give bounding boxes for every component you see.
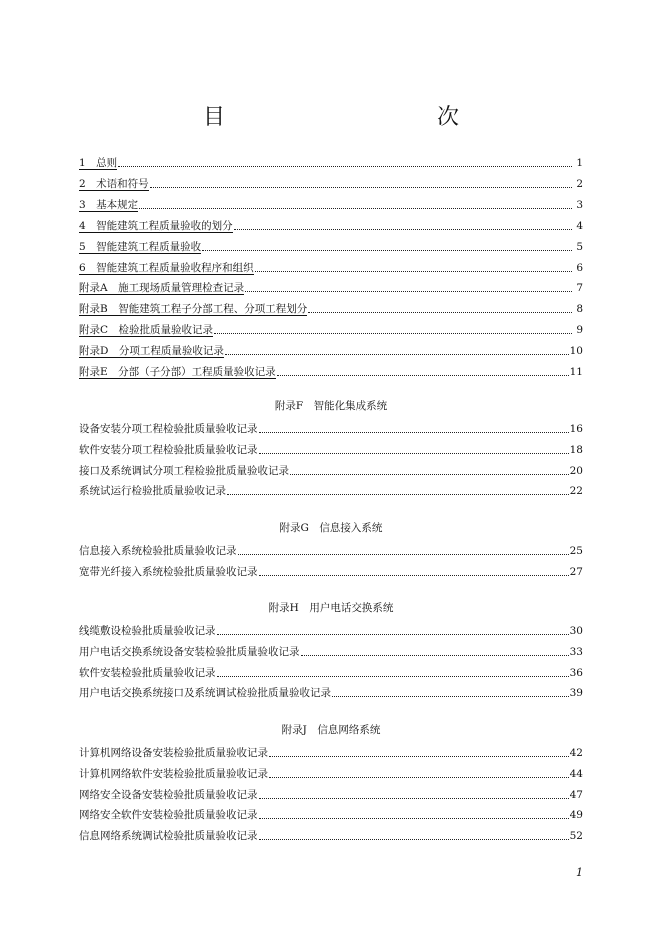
appendix-heading: 附录H 用户电话交换系统 (268, 602, 394, 614)
toc-entry-label: 用户电话交换系统接口及系统调试检验批质量验收记录 (79, 687, 331, 700)
toc-entry[interactable] (79, 664, 583, 680)
toc-entry-page: 22 (569, 485, 583, 498)
toc-entry[interactable] (79, 217, 583, 233)
toc-entry-label: 5 智能建筑工程质量验收 (79, 240, 202, 253)
toc-entry-label: 软件安装检验批质量验收记录 (79, 666, 216, 679)
toc-entry[interactable] (79, 321, 583, 337)
toc-entry[interactable] (79, 154, 583, 170)
page-number: 1 (576, 866, 583, 879)
toc-entry-page: 25 (569, 545, 583, 557)
dot-leader (259, 574, 569, 576)
toc-entry[interactable] (79, 279, 583, 295)
toc-entry-page: 39 (569, 687, 583, 700)
dot-leader (259, 431, 569, 433)
page-title: 目 次 (202, 105, 515, 130)
toc-entry-page: 42 (569, 747, 583, 759)
dot-leader (290, 473, 569, 475)
toc-entry-page: 44 (569, 767, 583, 780)
toc-entry-label: 线缆敷设检验批质量验收记录 (79, 625, 216, 637)
toc-entry-page: 4 (576, 219, 583, 232)
dot-leader (301, 654, 569, 656)
appendix-heading: 附录G 信息接入系统 (279, 522, 383, 534)
toc-entry-label: 6 智能建筑工程质量验收程序和组织 (79, 261, 254, 274)
toc-entry-label: 信息接入系统检验批质量验收记录 (79, 545, 237, 557)
appendix-heading: 附录F 智能化集成系统 (274, 400, 388, 412)
dot-leader (217, 675, 569, 677)
toc-entry-label: 4 智能建筑工程质量验收的划分 (79, 219, 233, 232)
dot-leader (202, 249, 572, 251)
toc-entry-page: 20 (569, 464, 583, 477)
toc-entry[interactable] (79, 622, 583, 638)
toc-entry-label: 3 基本规定 (79, 198, 139, 211)
toc-entry[interactable] (79, 563, 583, 579)
toc-entry[interactable] (79, 827, 583, 843)
toc-entry-label: 用户电话交换系统设备安装检验批质量验收记录 (79, 645, 300, 658)
dot-leader (234, 228, 572, 230)
dot-leader (217, 633, 569, 635)
toc-entry-page: 47 (569, 788, 583, 801)
toc-entry[interactable] (79, 196, 583, 212)
toc-entry-label: 计算机网络设备安装检验批质量验收记录 (79, 747, 268, 759)
toc-entry[interactable] (79, 300, 583, 316)
dot-leader (214, 332, 572, 334)
toc-entry[interactable] (79, 684, 583, 700)
dot-leader (332, 695, 569, 697)
dot-leader (255, 270, 572, 272)
toc-entry-page: 16 (569, 423, 583, 435)
toc-entry-label: 网络安全软件安装检验批质量验收记录 (79, 809, 258, 822)
toc-entry-label: 附录D 分项工程质量验收记录 (79, 345, 224, 358)
toc-entry-label: 系统试运行检验批质量验收记录 (79, 485, 226, 498)
toc-entry-label: 2 术语和符号 (79, 177, 149, 190)
toc-entry-label: 附录B 智能建筑工程子分部工程、分项工程划分 (79, 303, 308, 316)
toc-entry-label: 附录A 施工现场质量管理检查记录 (79, 282, 245, 295)
dot-leader (227, 493, 569, 495)
dot-leader (308, 311, 572, 313)
toc-entry-label: 附录C 检验批质量验收记录 (79, 324, 214, 337)
toc-entry-label: 宽带光纤接入系统检验批质量验收记录 (79, 565, 258, 578)
toc-entry-page: 36 (569, 666, 583, 679)
toc-entry-page: 27 (569, 565, 583, 578)
toc-entry-label: 计算机网络软件安装检验批质量验收记录 (79, 767, 268, 780)
appendix-heading: 附录J 信息网络系统 (281, 724, 381, 736)
toc-entry-label: 信息网络系统调试检验批质量验收记录 (79, 830, 258, 843)
toc-entry[interactable] (79, 363, 583, 379)
toc-entry-label: 1 总则 (79, 157, 118, 169)
dot-leader (150, 186, 572, 188)
toc-entry[interactable] (79, 806, 583, 822)
toc-entry-label: 设备安装分项工程检验批质量验收记录 (79, 423, 258, 435)
toc-entry-page: 18 (569, 443, 583, 456)
toc-entry[interactable] (79, 238, 583, 254)
dot-leader (238, 553, 569, 555)
toc-entry-page: 3 (576, 198, 583, 211)
toc-entry[interactable] (79, 462, 583, 478)
toc-entry-page: 1 (576, 157, 583, 169)
dot-leader (118, 165, 572, 167)
dot-leader (139, 207, 572, 209)
toc-entry[interactable] (79, 259, 583, 275)
dot-leader (245, 290, 572, 292)
toc-entry-page: 9 (576, 324, 583, 337)
toc-entry[interactable] (79, 342, 583, 358)
toc-entry[interactable] (79, 786, 583, 802)
toc-entry[interactable] (79, 765, 583, 781)
toc-entry-page: 52 (569, 830, 583, 843)
toc-entry-page: 8 (576, 303, 583, 316)
dot-leader (269, 755, 569, 757)
toc-entry[interactable] (79, 420, 583, 436)
toc-entry-label: 附录E 分部（子分部）工程质量验收记录 (79, 366, 276, 378)
toc-entry-label: 网络安全设备安装检验批质量验收记录 (79, 788, 258, 801)
toc-entry-page: 2 (576, 177, 583, 190)
toc-entry[interactable] (79, 441, 583, 457)
dot-leader (225, 353, 569, 355)
toc-entry-page: 49 (569, 809, 583, 822)
toc-entry[interactable] (79, 542, 583, 558)
toc-entry-page: 33 (569, 645, 583, 658)
toc-entry-page: 11 (569, 366, 583, 378)
dot-leader (269, 776, 569, 778)
dot-leader (259, 797, 569, 799)
toc-entry-page: 5 (576, 240, 583, 253)
dot-leader (259, 838, 569, 840)
toc-entry-page: 10 (569, 345, 583, 358)
toc-entry[interactable] (79, 175, 583, 191)
toc-entry-page: 7 (576, 282, 583, 295)
toc-entry-page: 6 (576, 261, 583, 274)
dot-leader (277, 374, 569, 376)
toc-entry[interactable] (79, 482, 583, 498)
toc-entry-label: 软件安装分项工程检验批质量验收记录 (79, 443, 258, 456)
toc-entry-label: 接口及系统调试分项工程检验批质量验收记录 (79, 464, 289, 477)
dot-leader (259, 452, 569, 454)
toc-entry[interactable] (79, 643, 583, 659)
toc-entry-page: 30 (569, 625, 583, 637)
dot-leader (259, 817, 569, 819)
toc-entry[interactable] (79, 744, 583, 760)
